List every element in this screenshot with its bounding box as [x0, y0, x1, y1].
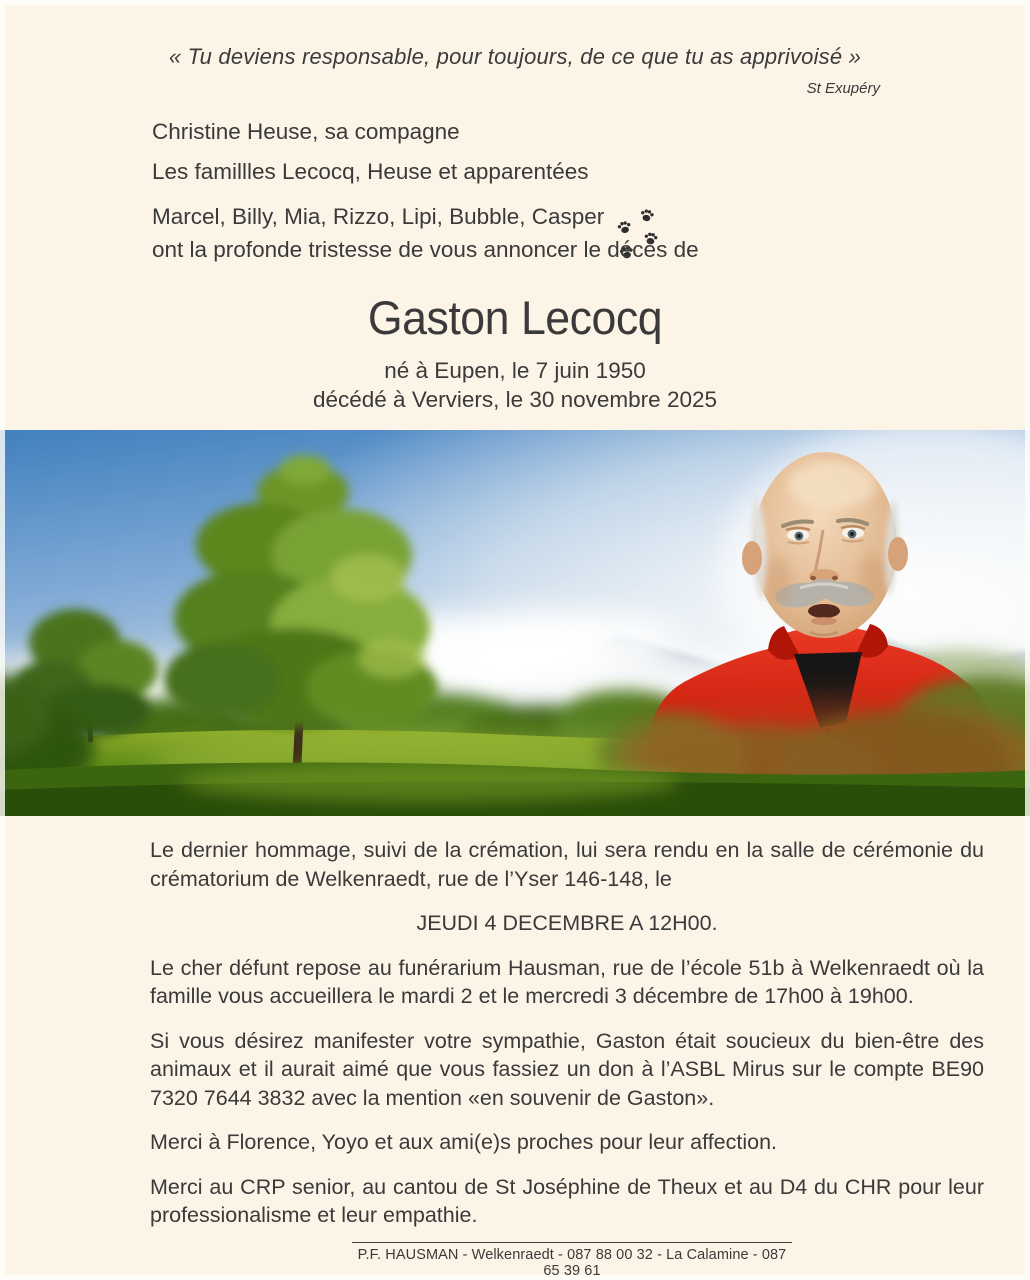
donation-paragraph: Si vous désirez manifester votre sympathie, Gaston était soucieux du bien-être des animaux et il aurait aimé que vous fassiez un don à l’ASBL Mirus sur le compte BE90 7320 7644 3832 avec la mention «en souvenir de Gaston».: [150, 1028, 984, 1110]
deceased-name: Gaston Lecocq: [367, 291, 663, 344]
family-line-families: Les famillles Lecocq, Heuse et apparentées: [152, 159, 589, 184]
quote-author: St Exupéry: [806, 80, 880, 97]
thanks-care-paragraph: Merci au CRP senior, au cantou de St Joséphine de Theux et au D4 du CHR pour leur professionalisme et leur empathie.: [150, 1174, 984, 1227]
memorial-photo: [0, 430, 1030, 816]
opening-quote: « Tu deviens responsable, pour toujours, de ce que tu as apprivoisé »: [168, 44, 862, 69]
life-dates: [0, 357, 1030, 414]
birth-line: né à Eupen, le 7 juin 1950: [384, 358, 646, 383]
funeral-home-footer: P.F. HAUSMAN - Welkenraedt - 087 88 00 32 - La Calamine - 087 65 39 61: [352, 1242, 792, 1279]
family-block: [152, 112, 670, 242]
pets-names: Marcel, Billy, Mia, Rizzo, Lipi, Bubble, Casper: [152, 204, 605, 229]
ceremony-paragraph: Le dernier hommage, suivi de la crémation, lui sera rendu en la salle de cérémonie du crématorium de Welkenraedt, rue de l’Yser 146-148, le: [150, 838, 984, 891]
death-line: décédé à Verviers, le 30 novembre 2025: [312, 386, 717, 412]
visitation-paragraph: Le cher défunt repose au funérarium Hausman, rue de l’école 51b à Welkenraedt où la famille vous accueillera le mardi 2 et le mercredi 3 décembre de 17h00 à 19h00.: [150, 955, 984, 1008]
ceremony-date: JEUDI 4 DECEMBRE A 12H00.: [416, 911, 718, 935]
ceremony-details: [150, 836, 984, 1246]
announcement-line: ont la profonde tristesse de vous annoncer le décès de: [152, 237, 699, 262]
family-line-pets: [152, 192, 670, 242]
thanks-friends-paragraph: Merci à Florence, Yoyo et aux ami(e)s proches pour leur affection.: [150, 1130, 778, 1154]
family-line-partner: Christine Heuse, sa compagne: [152, 119, 460, 144]
